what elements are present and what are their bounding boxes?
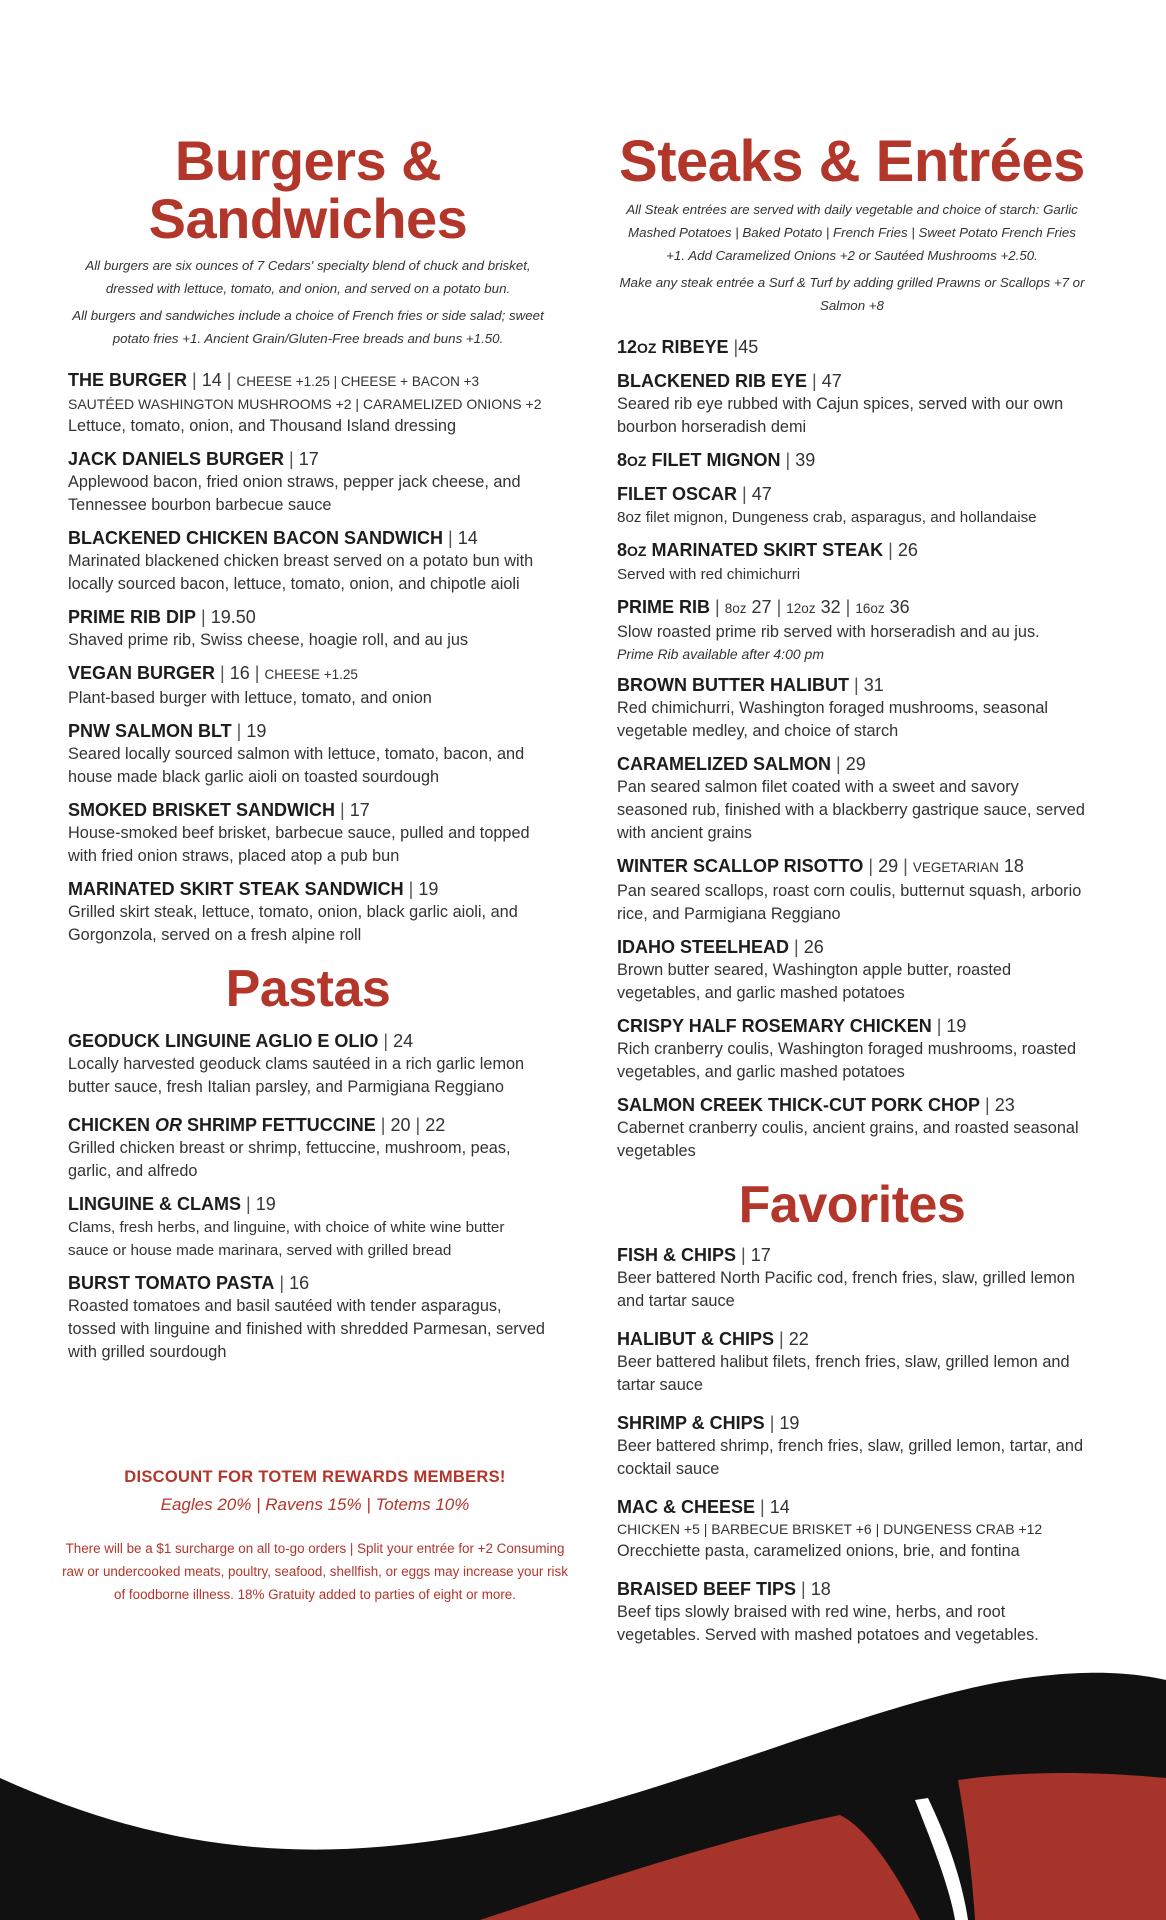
item-description: Lettuce, tomato, onion, and Thousand Island dressing	[68, 417, 456, 435]
item-price: 19	[418, 879, 439, 899]
item-vegetarian-price: 18	[1003, 856, 1024, 876]
item-name: BROWN BUTTER HALIBUT	[617, 675, 849, 695]
menu-item-pork-chop: SALMON CREEK THICK-CUT PORK CHOP | 23 Cabernet cranberry coulis, ancient grains, and roasted seasonal vegetables	[617, 1093, 1087, 1163]
menu-item-geoduck-linguine: GEODUCK LINGUINE AGLIO E OLIO | 24 Locally harvested geoduck clams sautéed in a rich garlic lemon butter sauce, fresh Italian parsley, and Parmigiana Reggiano	[68, 1029, 548, 1099]
item-description: Seared locally sourced salmon with lettuce, tomato, bacon, and house made black garlic aioli on toasted sourdough	[68, 745, 525, 786]
item-name: SHRIMP & CHIPS	[617, 1413, 765, 1433]
item-name: 8OZ MARINATED SKIRT STEAK	[617, 540, 884, 560]
menu-item-filet-oscar: FILET OSCAR | 47 8oz filet mignon, Dungeness crab, asparagus, and hollandaise	[617, 482, 1087, 529]
steaks-section	[617, 129, 1087, 1163]
item-price: 14	[457, 528, 478, 548]
item-addons: CHEESE +1.25 | CHEESE + BACON +3	[236, 374, 479, 389]
item-description: Applewood bacon, fried onion straws, pepper jack cheese, and Tennessee bourbon barbecue sauce	[68, 473, 521, 514]
menu-item-marinated-skirt-steak-sandwich: MARINATED SKIRT STEAK SANDWICH | 19 Grilled skirt steak, lettuce, tomato, onion, black garlic aioli, and Gorgonzola, served on a fresh alpine roll	[68, 877, 548, 947]
item-name: MARINATED SKIRT STEAK SANDWICH	[68, 879, 404, 899]
item-description: Beef tips slowly braised with red wine, herbs, and root vegetables. Served with mashed potatoes and vegetables.	[617, 1603, 1039, 1644]
item-price: 16	[289, 1273, 310, 1293]
item-name: BRAISED BEEF TIPS	[617, 1579, 797, 1599]
item-description: Orecchiette pasta, caramelized onions, brie, and fontina	[617, 1542, 1020, 1560]
item-size: 12oz	[786, 601, 816, 616]
item-name: BURST TOMATO PASTA	[68, 1273, 275, 1293]
item-name: 12OZ RIBEYE	[617, 337, 729, 357]
steaks-title: Steaks & Entrées	[619, 129, 1085, 194]
item-name-a: CHICKEN	[68, 1115, 151, 1135]
menu-item-linguine-clams: LINGUINE & CLAMS | 19 Clams, fresh herbs, and linguine, with choice of white wine butter sauce or house made marinara, served with grilled bread	[68, 1192, 548, 1262]
decorative-wave-footer	[0, 1650, 1166, 1920]
menu-item-chicken-or-shrimp-fettuccine: CHICKEN OR SHRIMP FETTUCCINE | 20 | 22 Grilled chicken breast or shrimp, fettuccine, mushroom, peas, garlic, and alfredo	[68, 1113, 548, 1183]
burgers-intro-sides: All burgers and sandwiches include a choice of French fries or side salad; sweet potato fries +1. Ancient Grain/Gluten-Free breads and buns +1.50.	[72, 308, 544, 346]
burgers-intro: All burgers are six ounces of 7 Cedars' specialty blend of chuck and brisket, dressed with lettuce, tomato, and onion, and served on a potato bun.	[85, 258, 531, 296]
item-addons-2: SAUTÉED WASHINGTON MUSHROOMS +2 | CARAMELIZED ONIONS +2	[68, 396, 542, 412]
burgers-section	[68, 129, 548, 947]
item-name: JACK DANIELS BURGER	[68, 449, 285, 469]
item-name: BLACKENED RIB EYE	[617, 371, 808, 391]
burgers-title-line2: Sandwiches	[148, 187, 468, 250]
item-addons: CHEESE +1.25	[264, 667, 358, 682]
discount-tiers: Eagles 20% | Ravens 15% | Totems 10%	[160, 1495, 470, 1514]
menu-item-prime-rib-dip: PRIME RIB DIP | 19.50 Shaved prime rib, Swiss cheese, hoagie roll, and au jus	[68, 605, 548, 652]
item-price: 36	[889, 597, 910, 617]
menu-item-shrimp-chips: SHRIMP & CHIPS | 19 Beer battered shrimp, french fries, slaw, grilled lemon, tartar, and cocktail sauce	[617, 1411, 1087, 1481]
item-description: Shaved prime rib, Swiss cheese, hoagie roll, and au jus	[68, 631, 469, 649]
menu-item-prime-rib: PRIME RIB | 8oz 27 | 12oz 32 | 16oz 36 Slow roasted prime rib served with horseradish and au jus. Prime Rib available after 4:00 pm	[617, 595, 1087, 664]
favorites-title: Favorites	[738, 1176, 966, 1234]
item-price: 47	[751, 484, 772, 504]
item-vegetarian-label: VEGETARIAN	[912, 860, 999, 875]
item-price: 23	[994, 1095, 1015, 1115]
item-name: PRIME RIB	[617, 597, 711, 617]
item-name: PRIME RIB DIP	[68, 607, 197, 627]
item-name: IDAHO STEELHEAD	[617, 937, 790, 957]
item-price: 24	[393, 1031, 414, 1051]
item-price: 16	[229, 663, 250, 683]
item-description: Pan seared salmon filet coated with a sweet and savory seasoned rub, finished with a blackberry gastrique sauce, served with ancient grains	[617, 778, 1085, 842]
item-name: HALIBUT & CHIPS	[617, 1329, 774, 1349]
right-column	[617, 129, 1087, 1656]
item-description: Beer battered shrimp, french fries, slaw, grilled lemon, tartar, and cocktail sauce	[617, 1437, 1084, 1478]
item-description: Brown butter seared, Washington apple butter, roasted vegetables, and garlic mashed potatoes	[617, 961, 1012, 1002]
item-price-chicken: 20	[390, 1115, 411, 1135]
menu-item-the-burger: THE BURGER | 14 | CHEESE +1.25 | CHEESE + BACON +3 SAUTÉED WASHINGTON MUSHROOMS +2 | CARAMELIZED ONIONS +2 Lettuce, tomato, onion, and Thousand Island dressing	[68, 368, 548, 438]
item-description: Cabernet cranberry coulis, ancient grains, and roasted seasonal vegetables	[617, 1119, 1079, 1160]
left-column	[68, 129, 548, 1373]
menu-item-8oz-filet-mignon: 8OZ FILET MIGNON | 39	[617, 450, 816, 470]
discount-title: DISCOUNT FOR TOTEM REWARDS MEMBERS!	[124, 1468, 506, 1486]
item-name: 8OZ FILET MIGNON	[617, 450, 781, 470]
item-name: FILET OSCAR	[617, 484, 737, 504]
item-name: PNW SALMON BLT	[68, 721, 232, 741]
item-price: 19	[246, 721, 267, 741]
item-name: CARAMELIZED SALMON	[617, 754, 831, 774]
burgers-title	[68, 129, 548, 250]
item-price: 39	[795, 450, 816, 470]
item-description: Served with red chimichurri	[617, 566, 801, 583]
item-description: Clams, fresh herbs, and linguine, with choice of white wine butter sauce or house made marinara, served with grilled bread	[68, 1219, 505, 1259]
menu-item-winter-scallop-risotto: WINTER SCALLOP RISOTTO | 29 | VEGETARIAN 18 Pan seared scallops, roast corn coulis, butternut squash, arborio rice, and Parmigiana Reggiano	[617, 854, 1087, 926]
menu-item-8oz-marinated-skirt-steak: 8OZ MARINATED SKIRT STEAK | 26 Served with red chimichurri	[617, 538, 1087, 586]
item-description: Beer battered North Pacific cod, french fries, slaw, grilled lemon and tartar sauce	[617, 1269, 1075, 1310]
discount-block	[60, 1468, 570, 1606]
item-name: THE BURGER	[68, 370, 188, 390]
menu-item-brown-butter-halibut: BROWN BUTTER HALIBUT | 31 Red chimichurri, Washington foraged mushrooms, seasonal vegetable medley, and choice of starch	[617, 673, 1087, 743]
item-description: Locally harvested geoduck clams sautéed in a rich garlic lemon butter sauce, fresh Italian parsley, and Parmigiana Reggiano	[68, 1055, 525, 1096]
pastas-section	[68, 961, 548, 1364]
menu-item-fish-chips: FISH & CHIPS | 17 Beer battered North Pacific cod, french fries, slaw, grilled lemon and tartar sauce	[617, 1243, 1087, 1313]
item-price: 18	[810, 1579, 831, 1599]
item-description: Seared rib eye rubbed with Cajun spices, served with our own bourbon horseradish demi	[617, 395, 1064, 436]
item-price: 17	[750, 1245, 771, 1265]
item-size: 16oz	[855, 601, 885, 616]
item-price: 19	[255, 1194, 276, 1214]
menu-item-braised-beef-tips: BRAISED BEEF TIPS | 18 Beef tips slowly braised with red wine, herbs, and root vegetables. Served with mashed potatoes and vegetables.	[617, 1577, 1087, 1647]
item-description: Marinated blackened chicken breast served on a potato bun with locally sourced bacon, lettuce, tomato, onion, and chipotle aioli	[68, 552, 534, 593]
item-name: MAC & CHEESE	[617, 1497, 756, 1517]
item-price: 45	[738, 337, 759, 357]
item-price: 17	[298, 449, 319, 469]
menu-item-crispy-half-rosemary-chicken: CRISPY HALF ROSEMARY CHICKEN | 19 Rich cranberry coulis, Washington foraged mushrooms, roasted vegetables, and garlic mashed potatoes	[617, 1014, 1087, 1084]
item-price-shrimp: 22	[425, 1115, 446, 1135]
item-price: 32	[820, 597, 841, 617]
item-description: Rich cranberry coulis, Washington foraged mushrooms, roasted vegetables, and garlic mashed potatoes	[617, 1040, 1077, 1081]
item-description: Beer battered halibut filets, french fries, slaw, grilled lemon and tartar sauce	[617, 1353, 1070, 1394]
item-name: SALMON CREEK THICK-CUT PORK CHOP	[617, 1095, 980, 1115]
item-name-or: OR	[155, 1115, 183, 1135]
item-price: 31	[863, 675, 884, 695]
menu-item-smoked-brisket-sandwich: SMOKED BRISKET SANDWICH | 17 House-smoked beef brisket, barbecue sauce, pulled and topped with fried onion straws, placed atop a pub bun	[68, 798, 548, 868]
menu-item-pnw-salmon-blt: PNW SALMON BLT | 19 Seared locally sourced salmon with lettuce, tomato, bacon, and house made black garlic aioli on toasted sourdough	[68, 719, 548, 789]
item-name: FISH & CHIPS	[617, 1245, 737, 1265]
item-addons: CHICKEN +5 | BARBECUE BRISKET +6 | DUNGENESS CRAB +12	[617, 1521, 1043, 1537]
item-name: SMOKED BRISKET SANDWICH	[68, 800, 336, 820]
menu-item-mac-cheese: MAC & CHEESE | 14 CHICKEN +5 | BARBECUE BRISKET +6 | DUNGENESS CRAB +12 Orecchiette pasta, caramelized onions, brie, and fontina	[617, 1495, 1087, 1563]
item-name: CRISPY HALF ROSEMARY CHICKEN	[617, 1016, 932, 1036]
item-price: 19.50	[210, 607, 256, 627]
item-price: 22	[788, 1329, 809, 1349]
item-name	[68, 1115, 376, 1135]
burgers-title-line1: Burgers &	[174, 129, 442, 192]
menu-item-jack-daniels-burger: JACK DANIELS BURGER | 17 Applewood bacon, fried onion straws, pepper jack cheese, and Tennessee bourbon barbecue sauce	[68, 447, 548, 517]
item-description: Grilled skirt steak, lettuce, tomato, onion, black garlic aioli, and Gorgonzola, served on a fresh alpine roll	[68, 903, 518, 944]
item-description: Plant-based burger with lettuce, tomato, and onion	[68, 689, 432, 707]
item-name-b: SHRIMP FETTUCCINE	[187, 1115, 376, 1135]
item-name: BLACKENED CHICKEN BACON SANDWICH	[68, 528, 443, 548]
steaks-intro: All Steak entrées are served with daily vegetable and choice of starch: Garlic Mashed Potatoes | Baked Potato | French Fries | Sweet Potato French Fries +1. Add Caramelized Onions +2 or Sautéed Mushrooms +2.50.	[626, 202, 1078, 263]
item-name: LINGUINE & CLAMS	[68, 1194, 241, 1214]
item-size: 8oz	[724, 601, 747, 616]
wave-red-shape-right	[958, 1773, 1166, 1920]
menu-item-blackened-rib-eye: BLACKENED RIB EYE | 47 Seared rib eye rubbed with Cajun spices, served with our own bourbon horseradish demi	[617, 369, 1087, 439]
item-price: 14	[201, 370, 222, 390]
item-description: House-smoked beef brisket, barbecue sauce, pulled and topped with fried onion straws, placed atop a pub bun	[68, 824, 530, 865]
item-price: 17	[349, 800, 370, 820]
item-description: 8oz filet mignon, Dungeness crab, asparagus, and hollandaise	[617, 509, 1037, 526]
item-description: Grilled chicken breast or shrimp, fettuccine, mushroom, peas, garlic, and alfredo	[68, 1139, 511, 1180]
favorites-section	[617, 1177, 1087, 1647]
pastas-title: Pastas	[225, 960, 391, 1018]
steaks-surf-turf: Make any steak entrée a Surf & Turf by adding grilled Prawns or Scallops +7 or Salmon +8	[619, 275, 1085, 313]
item-price: 27	[751, 597, 772, 617]
item-name: GEODUCK LINGUINE AGLIO E OLIO	[68, 1031, 379, 1051]
menu-item-burst-tomato-pasta: BURST TOMATO PASTA | 16 Roasted tomatoes and basil sautéed with tender asparagus, tossed with linguine and finished with shredded Parmesan, served with grilled sourdough	[68, 1271, 548, 1364]
item-price: 47	[821, 371, 842, 391]
item-name: VEGAN BURGER	[68, 663, 216, 683]
item-price: 26	[897, 540, 918, 560]
item-price: 26	[803, 937, 824, 957]
menu-item-caramelized-salmon: CARAMELIZED SALMON | 29 Pan seared salmon filet coated with a sweet and savory seasoned rub, finished with a blackberry gastrique sauce, served with ancient grains	[617, 752, 1087, 845]
item-price: 14	[769, 1497, 790, 1517]
item-price: 29	[845, 754, 866, 774]
menu-item-blackened-chicken-bacon-sandwich: BLACKENED CHICKEN BACON SANDWICH | 14 Marinated blackened chicken breast served on a potato bun with locally sourced bacon, lettuce, tomato, onion, and chipotle aioli	[68, 526, 548, 596]
item-description: Red chimichurri, Washington foraged mushrooms, seasonal vegetable medley, and choice of starch	[617, 699, 1049, 740]
fine-print: There will be a $1 surcharge on all to-go orders | Split your entrée for +2 Consuming raw or undercooked meats, poultry, seafood, shellfish, or eggs may increase your risk of foodborne illness. 18% Gratuity added to parties of eight or more.	[62, 1541, 568, 1602]
item-note: Prime Rib available after 4:00 pm	[617, 646, 824, 662]
item-price: 19	[946, 1016, 967, 1036]
menu-item-idaho-steelhead: IDAHO STEELHEAD | 26 Brown butter seared, Washington apple butter, roasted vegetables, and garlic mashed potatoes	[617, 935, 1087, 1005]
item-price: 29	[878, 856, 899, 876]
menu-item-vegan-burger: VEGAN BURGER | 16 | CHEESE +1.25 Plant-based burger with lettuce, tomato, and onion	[68, 661, 548, 710]
item-price: 19	[779, 1413, 800, 1433]
menu-item-12oz-ribeye: 12OZ RIBEYE |45	[617, 337, 759, 357]
item-description: Roasted tomatoes and basil sautéed with tender asparagus, tossed with linguine and finished with shredded Parmesan, served with grilled sourdough	[68, 1297, 545, 1361]
item-name: WINTER SCALLOP RISOTTO	[617, 856, 864, 876]
menu-item-halibut-chips: HALIBUT & CHIPS | 22 Beer battered halibut filets, french fries, slaw, grilled lemon and tartar sauce	[617, 1327, 1087, 1397]
item-description: Slow roasted prime rib served with horseradish and au jus.	[617, 623, 1040, 641]
item-description: Pan seared scallops, roast corn coulis, butternut squash, arborio rice, and Parmigiana Reggiano	[617, 882, 1082, 923]
